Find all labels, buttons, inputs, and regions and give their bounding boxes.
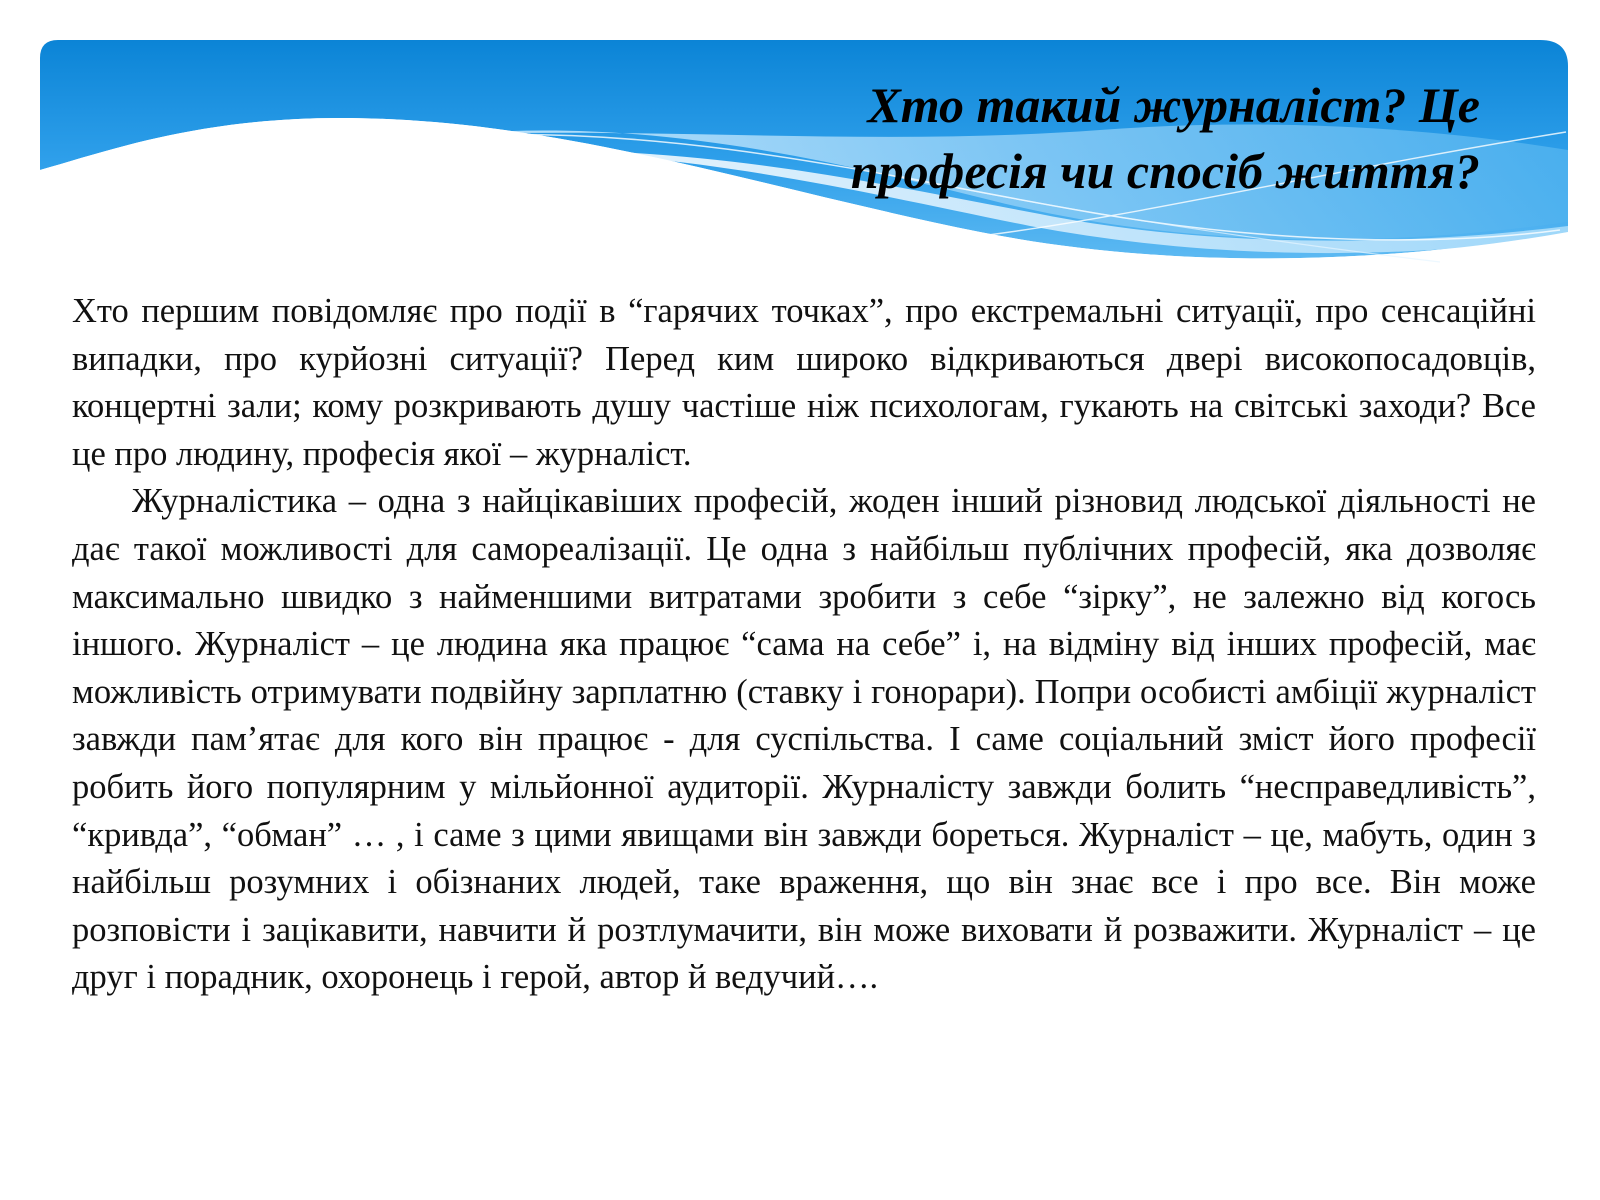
body-text (72, 288, 1536, 1002)
paragraph-main: Журналістика – одна з найцікавіших професій, жоден інший різновид людської діяльності не дає такої можливості для самореалізації. Це одна з найбільш публічних професій, яка дозволяє максимально швидко з найменшими витратами зробити з себе “зірку”, не залежно від когось іншого. Журналіст – це людина яка працює “сама на себе” і, на відміну від інших професій, має можливість отримувати подвійну зарплатню (ставку і гонорари). Попри особисті амбіції журналіст завжди пам’ятає для кого він працює - для суспільства. І саме соціальний зміст його професії робить його популярним у мільйонної аудиторії. Журналісту завжди болить “несправедливість”, “кривда”, “обман” … , і саме з цими явищами він завжди бореться. Журналіст – це, мабуть, один з найбільш розумних і обізнаних людей, таке враження, що він знає все і про все. Він може розповісти і зацікавити, навчити й розтлумачити, він може виховати й розважити. Журналіст – це друг і порадник, охоронець і герой, автор й ведучий…. (72, 482, 1536, 997)
paragraph-intro: Хто першим повідомляє про події в “гарячих точках”, про екстремальні ситуації, про сенсаційні випадки, про курйозні ситуації? Перед ким широко відкриваються двері високопосадовців, концертні зали; кому розкривають душу частіше ніж психологам, гукають на світські заходи? Все це про людину, професія якої – журналіст. (72, 292, 1536, 473)
slide-title: Хто такий журналіст? Це професія чи спосіб життя? (850, 77, 1480, 199)
